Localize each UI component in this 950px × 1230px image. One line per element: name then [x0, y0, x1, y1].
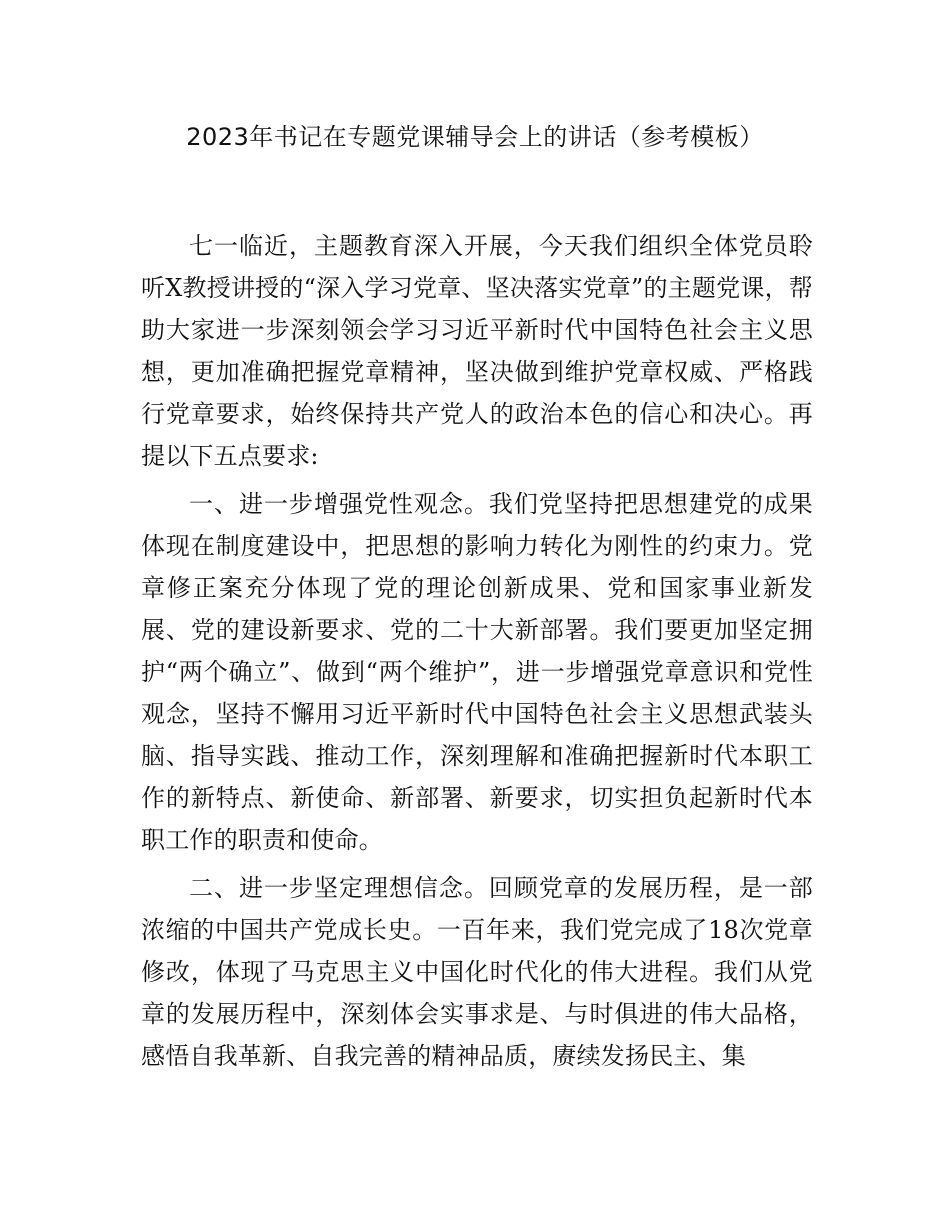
paragraph-point-one: 一、进一步增强党性观念。我们党坚持把思想建党的成果体现在制度建设中，把思想的影响力转化为刚性的约束力。党章修正案充分体现了党的理论创新成果、党和国家事业新发展、党的建设新要求、党的二十大新部署。我们要更加坚定拥护“两个确立”、做到“两个维护”，进一步增强党章意识和党性观念，坚持不懈用习近平新时代中国特色社会主义思想武装头脑、指导实践、推动工作，深刻理解和准确把握新时代本职工作的新特点、新使命、新部署、新要求，切实担负起新时代本职工作的职责和使命。 [141, 490, 813, 854]
paragraph-point-two: 二、进一步坚定理想信念。回顾党章的发展历程，是一部浓缩的中国共产党成长史。一百年来，我们党完成了18次党章修改，体现了马克思主义中国化时代化的伟大进程。我们从党章的发展历程中，深刻体会实事求是、与时俱进的伟大品格，感悟自我革新、自我完善的精神品质，赓续发扬民主、集 [141, 874, 813, 1070]
document-body [141, 225, 813, 1083]
document-title: 2023年书记在专题党课辅导会上的讲话（参考模板） [186, 123, 764, 151]
paragraph-intro: 七一临近，主题教育深入开展，今天我们组织全体党员聆听X教授讲授的“深入学习党章、坚决落实党章”的主题党课，帮助大家进一步深刻领会学习习近平新时代中国特色社会主义思想，更加准确把握党章精神，坚决做到维护党章权威、严格践行党章要求，始终保持共产党人的政治本色的信心和决心。再提以下五点要求: [141, 232, 813, 470]
